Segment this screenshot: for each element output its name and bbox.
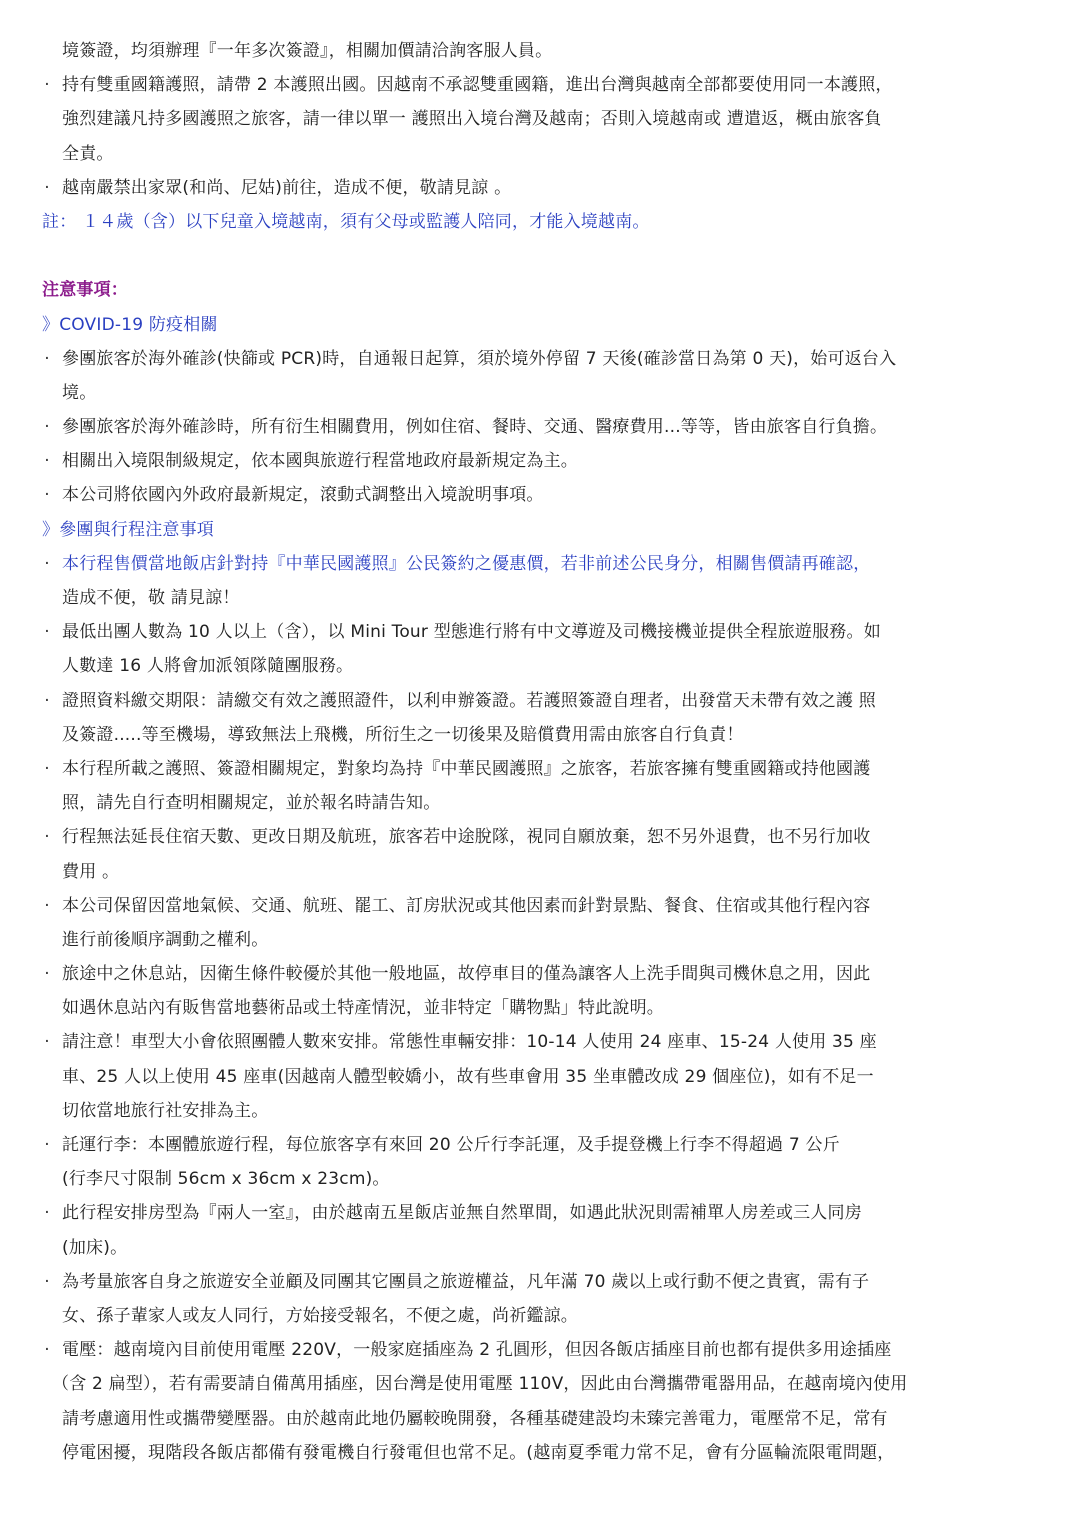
bullet-text: 電壓：越南境內目前使用電壓 220V，一般家庭插座為 2 孔圓形，但因各飯店插座目前也都有提供多用途插座 <box>62 1340 892 1361</box>
bullet-item <box>0 889 1076 923</box>
text-line <box>0 581 1076 615</box>
text-line <box>0 1402 1076 1436</box>
bullet-item <box>0 410 1076 444</box>
text-line <box>0 1367 1076 1401</box>
text-line <box>0 718 1076 752</box>
bullet-marker: · <box>44 622 50 643</box>
bullet-marker: · <box>44 451 50 472</box>
paragraph-text: 費用 。 <box>62 861 120 882</box>
text-line <box>0 1162 1076 1196</box>
bullet-marker: · <box>44 75 50 96</box>
spacer <box>0 239 1076 273</box>
text-line <box>0 855 1076 889</box>
bullet-text: 請注意！車型大小會依照團體人數來安排。常態性車輛安排：10-14 人使用 24 座車、15-24 人使用 35 座 <box>62 1032 877 1053</box>
paragraph-text: 請考慮適用性或攜帶變壓器。由於越南此地仍屬較晚開發，各種基礎建設均未臻完善電力，電壓常不足，常有 <box>62 1408 888 1429</box>
paragraph-text: 強烈建議凡持多國護照之旅客，請一律以單一 護照出入境台灣及越南；否則入境越南或 遭遣返，概由旅客負 <box>62 109 882 130</box>
text-line <box>0 1094 1076 1128</box>
bullet-marker: · <box>44 417 50 438</box>
paragraph-text: 停電困擾，現階段各飯店都備有發電機自行發電但也常不足。(越南夏季電力常不足，會有分區輪流限電問題， <box>62 1442 895 1463</box>
text-line <box>0 34 1076 68</box>
bullet-marker: · <box>44 1340 50 1361</box>
paragraph-text: 境。 <box>62 382 97 403</box>
bullet-marker: · <box>44 758 50 779</box>
subsection-text: 》參團與行程注意事項 <box>42 519 214 540</box>
paragraph-text: 人數達 16 人將會加派領隊隨團服務。 <box>62 656 354 677</box>
bullet-item <box>0 684 1076 718</box>
bullet-item <box>0 478 1076 512</box>
paragraph-text: (行李尺寸限制 56cm x 36cm x 23cm)。 <box>62 1169 390 1190</box>
bullet-marker: · <box>44 827 50 848</box>
bullet-text: 行程無法延長住宿天數、更改日期及航班，旅客若中途脫隊，視同自願放棄，恕不另外退費，也不另行加收 <box>62 827 871 848</box>
bullet-text: 旅途中之休息站，因衛生條件較優於其他一般地區，故停車目的僅為讓客人上洗手間與司機休息之用，因此 <box>62 964 871 985</box>
heading-text: 注意事項： <box>42 280 128 301</box>
bullet-item <box>0 1196 1076 1230</box>
bullet-marker: · <box>44 1271 50 1292</box>
bullet-text: 為考量旅客自身之旅遊安全並顧及同團其它團員之旅遊權益，凡年滿 70 歲以上或行動不便之貴賓，需有子 <box>62 1271 870 1292</box>
bullet-text: 參團旅客於海外確診時，所有衍生相關費用，例如住宿、餐時、交通、醫療費用...等等，皆由旅客自行負擔。 <box>62 417 888 438</box>
bullet-text: 託運行李：本團體旅遊行程，每位旅客享有來回 20 公斤行李託運，及手提登機上行李不得超過 7 公斤 <box>62 1135 840 1155</box>
bullet-marker: · <box>44 964 50 985</box>
paragraph-text: (加床)。 <box>62 1237 128 1258</box>
bullet-text: 本公司將依國內外政府最新規定，滾動式調整出入境說明事項。 <box>62 485 544 506</box>
bullet-text: 參團旅客於海外確診(快篩或 PCR)時，自通報日起算，須於境外停留 7 天後(確診當日為第 0 天)，始可返台入 <box>62 348 897 369</box>
text-line <box>0 1231 1076 1265</box>
bullet-marker: · <box>44 485 50 506</box>
bullet-item <box>0 1128 1076 1162</box>
bullet-text: 本行程所載之護照、簽證相關規定，對象均為持『中華民國護照』之旅客，若旅客擁有雙重國籍或持他國護 <box>62 758 871 779</box>
paragraph-text: 及簽證.....等至機場，導致無法上飛機，所衍生之一切後果及賠償費用需由旅客自行負責！ <box>62 724 744 745</box>
bullet-item <box>0 615 1076 649</box>
note-line <box>0 205 1076 239</box>
bullet-marker: · <box>44 348 50 369</box>
bullet-item <box>0 752 1076 786</box>
paragraph-text: 境簽證，均須辦理『一年多次簽證』，相關加價請洽詢客服人員。 <box>62 41 553 61</box>
bullet-marker: · <box>44 895 50 916</box>
bullet-item <box>0 957 1076 991</box>
subsection-title-tour <box>0 513 1076 547</box>
subsection-text: 》COVID-19 防疫相關 <box>42 314 218 335</box>
text-line <box>0 923 1076 957</box>
bullet-text: 最低出團人數為 10 人以上（含），以 Mini Tour 型態進行將有中文導遊及司機接機並提供全程旅遊服務。如 <box>62 622 881 643</box>
bullet-item <box>0 1265 1076 1299</box>
bullet-marker: · <box>44 1032 50 1053</box>
section-heading <box>0 273 1076 307</box>
text-line <box>0 1060 1076 1094</box>
subsection-title-covid <box>0 308 1076 342</box>
bullet-text: 本行程售價當地飯店針對持『中華民國護照』公民簽約之優惠價，若非前述公民身分，相關售價請再確認， <box>62 553 871 574</box>
bullet-marker: · <box>44 690 50 711</box>
bullet-marker: · <box>44 1203 50 1224</box>
bullet-text: 越南嚴禁出家眾(和尚、尼姑)前往，造成不便，敬請見諒 。 <box>62 177 512 198</box>
paragraph-text: 如遇休息站內有販售當地藝術品或土特產情況，並非特定「購物點」特此說明。 <box>62 998 664 1019</box>
text-line <box>0 1436 1076 1470</box>
paragraph-text: 全責。 <box>62 143 114 164</box>
bullet-text: 本公司保留因當地氣候、交通、航班、罷工、訂房狀況或其他因素而針對景點、餐食、住宿或其他行程內容 <box>62 895 871 916</box>
bullet-text: 持有雙重國籍護照，請帶 2 本護照出國。因越南不承認雙重國籍，進出台灣與越南全部都要使用同一本護照， <box>62 75 893 96</box>
paragraph-text: 車、25 人以上使用 45 座車(因越南人體型較嬌小，故有些車會用 35 坐車體改成 29 個座位)，如有不足一 <box>62 1066 874 1087</box>
text-line <box>0 649 1076 683</box>
bullet-item <box>0 820 1076 854</box>
paragraph-text: 女、孫子輩家人或友人同行，方始接受報名，不便之處，尚祈鑑諒。 <box>62 1305 578 1326</box>
bullet-item <box>0 171 1076 205</box>
bullet-item <box>0 68 1076 102</box>
paragraph-text: 造成不便，敬 請見諒！ <box>62 588 240 608</box>
bullet-marker: · <box>44 553 50 574</box>
text-line <box>0 1299 1076 1333</box>
bullet-marker: · <box>44 1135 50 1155</box>
bullet-item <box>0 342 1076 376</box>
paragraph-text: 進行前後順序調動之權利。 <box>62 929 269 950</box>
bullet-marker: · <box>44 177 50 198</box>
bullet-item <box>0 547 1076 581</box>
text-line <box>0 991 1076 1025</box>
document-page <box>0 34 1076 1470</box>
bullet-text: 證照資料繳交期限：請繳交有效之護照證件，以利申辦簽證。若護照簽證自理者，出發當天未帶有效之護 照 <box>62 690 877 711</box>
paragraph-text: （含 2 扁型），若有需要請自備萬用插座，因台灣是使用電壓 110V，因此由台灣攜帶電器用品，在越南境內使用 <box>52 1374 908 1395</box>
bullet-item <box>0 1025 1076 1059</box>
paragraph-text: 照，請先自行查明相關規定，並於報名時請告知。 <box>62 793 441 814</box>
text-line <box>0 786 1076 820</box>
note-text: 註： １４歲（含）以下兒童入境越南，須有父母或監護人陪同，才能入境越南。 <box>42 211 650 232</box>
text-line <box>0 102 1076 136</box>
bullet-text: 此行程安排房型為『兩人一室』，由於越南五星飯店並無自然單間，如遇此狀況則需補單人房差或三人同房 <box>62 1203 862 1224</box>
bullet-item <box>0 444 1076 478</box>
text-line <box>0 376 1076 410</box>
bullet-text: 相關出入境限制級規定，依本國與旅遊行程當地政府最新規定為主。 <box>62 451 578 472</box>
paragraph-text: 切依當地旅行社安排為主。 <box>62 1100 269 1121</box>
text-line <box>0 137 1076 171</box>
bullet-item <box>0 1333 1076 1367</box>
